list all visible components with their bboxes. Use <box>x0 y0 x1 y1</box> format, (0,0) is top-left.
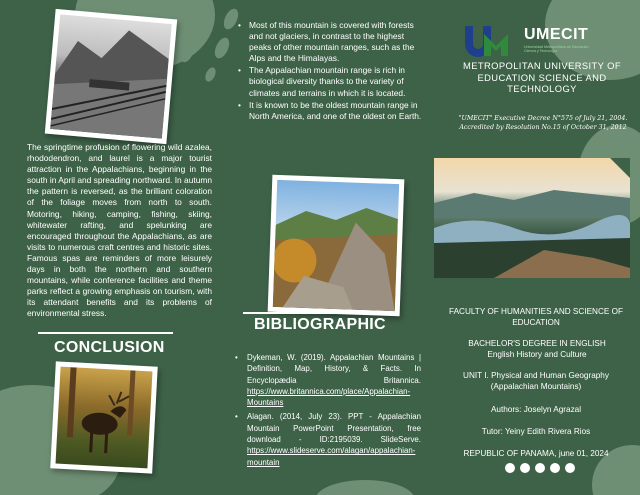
reference-item <box>235 352 421 408</box>
pagination-dots <box>505 463 575 473</box>
dot <box>565 463 575 473</box>
leaf-shape <box>203 66 217 83</box>
fact-item: • The Appalachian mountain range is rich in biological diversity thanks to the variety of climates and terrains in which it is located. <box>238 65 422 98</box>
references-list <box>235 352 421 471</box>
logo-subtitle: Universidad Metropolitana de Educación, Ciencia y Tecnología <box>524 45 590 54</box>
mountain-rock-photo <box>268 175 405 317</box>
dot <box>550 463 560 473</box>
unit-title: UNIT I. Physical and Human Geography (Appalachian Mountains) <box>463 371 609 391</box>
faculty-name: FACULTY OF HUMANITIES AND SCIENCE OF EDUCATION <box>449 307 623 327</box>
reference-link[interactable]: https://www.slideserve.com/alagan/appalachian-mountain <box>247 446 416 467</box>
university-name: METROPOLITAN UNIVERSITY OF EDUCATION SCIENCE AND TECHNOLOGY <box>463 60 621 95</box>
decorative-blob <box>315 480 415 495</box>
fact-item: • It is known to be the oldest mountain range in North America, and one of the oldest on Earth. <box>238 100 422 122</box>
place-date: REPUBLIC OF PANAMA, june 01, 2024 <box>463 449 609 458</box>
authors: Authors: Joselyn Agrazal <box>490 405 582 414</box>
valley-panorama-photo <box>434 158 630 278</box>
reference-text: Alagan. (2014, July 23). PPT - Appalachian Mountain PowerPoint Presentation, free download - ID:2195039. SlideServe. <box>247 412 421 445</box>
dot <box>535 463 545 473</box>
conclusion-title: CONCLUSION <box>54 339 165 356</box>
facts-list <box>238 20 422 123</box>
tourism-paragraph: The springtime profusion of flowering wild azalea, rhododendron, and laurel is a major tourist attraction in the Appalachians, beginning in the south in April and spreading northward. In autumn the pattern is reversed, as the brilliant coloration of the foliage moves from north to south. Motoring, hiking, camping, fishing, skiing, whitewater rafting, and spelunking are encouraged throughout the Appalachians, as are visits to numerous craft centres and historic sites. Famous spas are reminders of more leisurely days in both the northern and southern mountains, while conference facilities and theme parks reflect a growing emphasis on tourism, with its attendant benefits and its problems of environmental stress. <box>27 142 212 319</box>
railway-photo <box>45 9 177 144</box>
bibliography-title: BIBLIOGRAPHIC <box>254 316 386 333</box>
dot <box>520 463 530 473</box>
moose-photo <box>50 361 157 473</box>
reference-item <box>235 411 421 467</box>
um-logo-icon <box>462 24 522 58</box>
reference-text: Dykeman, W. (2019). Appalachian Mountains | Definition, Map, History, & Facts. In Encyclopædia Britannica. <box>247 353 421 385</box>
dot <box>505 463 515 473</box>
decree-text: "UMECIT" Executive Decree N°575 of July 21, 2004. Accredited by Resolution No.15 of October 31, 2012 <box>458 115 628 131</box>
divider <box>243 312 398 314</box>
divider <box>38 332 173 334</box>
tutor: Tutor: Yeiny Edith Rivera Rios <box>481 427 591 436</box>
leaf-shape <box>212 35 232 60</box>
fact-item: • Most of this mountain is covered with forests and not glaciers, in contrast to the highest peaks of other mountain ranges, such as the Alps and the Himalayas. <box>238 20 422 64</box>
reference-link[interactable]: https://www.britannica.com/place/Appalachian-Mountains <box>247 386 411 408</box>
degree-name: BACHELOR'S DEGREE IN ENGLISH English History and Culture <box>468 339 606 359</box>
logo-wordmark: UMECIT <box>524 26 589 43</box>
page-corner-fold <box>610 158 630 178</box>
umecit-logo <box>462 24 612 58</box>
